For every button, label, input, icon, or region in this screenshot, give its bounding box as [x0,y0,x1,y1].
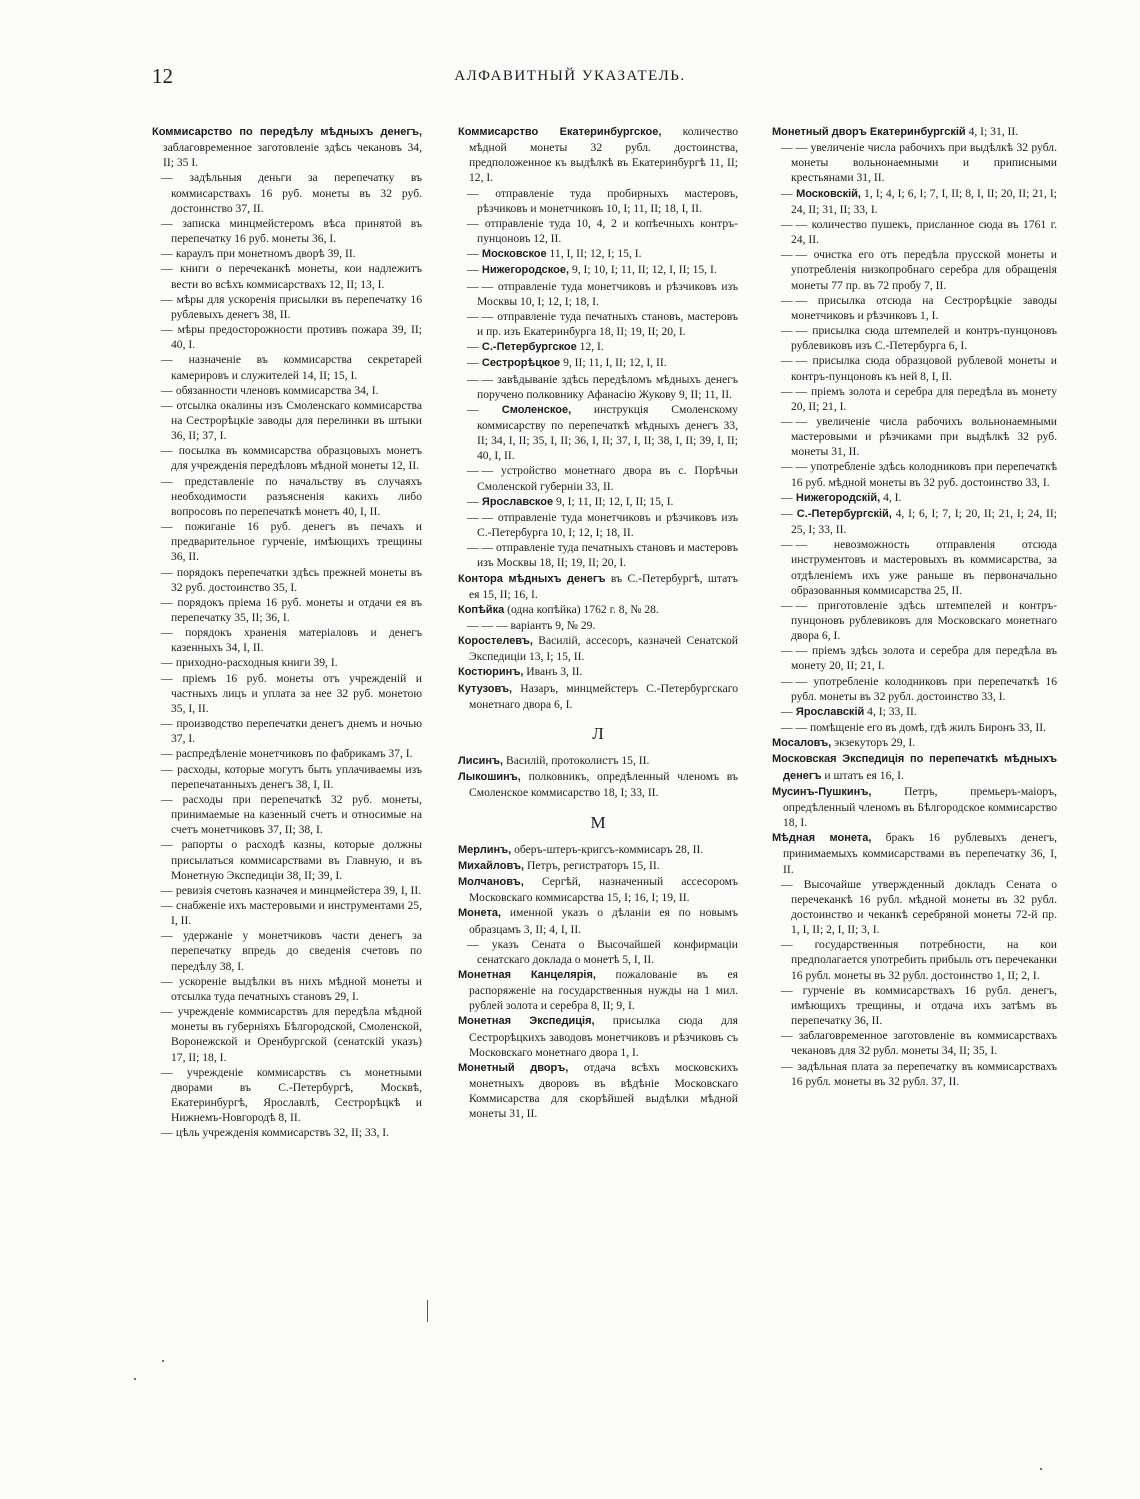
entry-text: оберъ-штеръ-кригсъ-коммисаръ 28, II. [511,842,704,856]
index-subentry [152,398,422,443]
index-subentry [458,618,738,633]
index-column-1 [152,124,422,1140]
entry-headword: Коростелевъ, [458,635,533,648]
index-subentry [772,877,1057,938]
entry-text: количество пушекъ, присланное сюда въ 1761 г. 24, II. [791,217,1058,247]
index-entry [458,602,738,618]
entry-dash: — [161,838,173,852]
index-subentry [458,339,738,355]
entry-headword: Монетный дворъ, [458,1061,569,1074]
entry-headword: С.-Петербургскій, [796,507,892,520]
entry-text: инструкція Смоленскому коммисарству по перепечаткѣ мѣдныхъ денегъ 33, II; 34, I, II; 35, I, II; 36, I, II; 37, I, II; 38, I, II; 39, I, II; 40, I, II. [477,402,738,463]
entry-text: употребленіе здѣсь колодниковъ при перепечаткѣ 16 руб. мѣдной монеты въ 32 руб. достоинство 33, I. [791,460,1058,489]
entry-dash: — [161,656,173,670]
index-subentry [772,1028,1057,1058]
index-subentry [152,383,422,398]
index-subentry [458,216,738,246]
index-entry [772,124,1057,140]
entry-text: присылка сюда для Сестрорѣцкихъ заводовъ монетчиковъ и рѣзчиковъ съ Московскаго монетнаго двора 1, I. [469,1014,738,1059]
entry-text: помѣщеніе его въ домѣ, гдѣ жилъ Биронъ 33, II. [810,721,1046,735]
entry-text: расходы, которые могутъ быть уплачиваемы изъ перепечатанныхъ денегъ 38, I, II. [171,762,422,791]
entry-text: въ С.-Петербургѣ, штатъ ея 15, II; 16, I. [469,571,738,601]
entry-headword: Лыкошинъ, [458,771,521,784]
index-entry [772,830,1057,876]
index-entry [458,905,738,936]
entry-dash: — [467,263,479,277]
entry-dash: — [161,1005,173,1019]
index-entry [458,633,738,664]
entry-dash: — — [781,384,808,398]
entry-text: и штатъ ея 16, I. [821,768,904,782]
entry-text: рапорты о расходѣ казны, которые должны присылаться коммисарствами въ Главную, и въ Монетную Экспедиціи 38, II; 39, I. [171,838,422,882]
index-subentry [458,402,738,464]
index-subentry [772,140,1057,185]
entry-dash: — — [781,460,808,474]
entry-dash: — [781,1029,793,1043]
entry-text: невозможность отправленія отсюда инструментовъ и мастеровыхъ въ коммисарства, за отдѣленіемъ ихъ уже раньше въ первоначально образованныя коммисарства 25, II. [791,538,1057,597]
entry-dash: — — [781,324,808,338]
index-subentry [458,246,738,262]
entry-headword: Копѣйка [458,603,505,616]
entry-dash: — [161,1065,173,1079]
entry-dash: — [161,383,173,397]
entry-text: Сергѣй, назначенный ассесоромъ Московскаго коммисарства 15, I; 16, I; 19, II. [469,875,738,905]
index-subentry [458,510,738,540]
entry-text: увеличеніе числа рабочихъ вольнонаемными мастеровыми и рѣзчиками при выдѣлкѣ 32 руб. монеты 31, II. [791,414,1057,459]
entry-text: 9, II; 11, I, II; 12, I, II. [560,356,667,370]
index-entry [458,124,738,186]
index-subentry [152,883,422,898]
entry-text: назначеніе въ коммисарства секретарей камерировъ и служителей 14, II; 15, I. [171,353,422,382]
entry-dash: — [161,929,173,943]
index-subentry [458,186,738,216]
index-subentry [152,246,422,261]
entry-dash: — — [781,293,808,307]
entry-text: отправленіе туда монетчиковъ и рѣзчиковъ изъ Москвы 10, I; 12, I; 18, I. [477,279,738,308]
index-subentry [458,494,738,510]
entry-text: отправленіе туда 10, 4, 2 и копѣечныхъ контръ-пунцоновъ 12, II. [477,216,738,246]
entry-dash: — — [781,414,808,428]
index-subentry [152,352,422,382]
index-subentry [152,898,422,928]
index-subentry [458,309,738,339]
entry-text: отправленіе туда печатныхъ становъ, мастеровъ и пр. изъ Екатеринбурга 18, II; 19, II; 20, I. [477,309,738,339]
entry-text: 4, I; 31, II. [965,125,1019,138]
index-subentry [458,540,738,570]
entry-headword: Монетная Канцелярія, [458,968,596,981]
entry-text: мѣры для ускоренія присылки въ перепечатку 16 рублевыхъ денегъ 38, II. [171,292,422,321]
entry-headword: Мусинъ-Пушкинъ, [772,785,872,798]
entry-headword: Монетный дворъ Екатеринбургскій [772,126,966,138]
entry-text: 4, I; 6, I; 7, I; 20, II; 21, I; 24, II; 25, I; 33, II. [791,506,1058,537]
index-entry [152,124,422,170]
entry-dash: — [467,340,479,354]
entry-text: завѣдываніе здѣсь передѣломъ мѣдныхъ денегъ поручено полковнику Афанасію Жукову 9, II; 11, II. [477,372,738,401]
index-subentry [772,293,1057,323]
entry-headword: Московскій, [796,187,861,200]
entry-dash: — — [467,464,494,478]
entry-headword: Михайловъ, [458,859,525,872]
entry-headword: Мерлинъ, [458,843,512,856]
entry-text: — варіантъ 9, № 29. [496,619,596,632]
section-letter: М [590,812,606,832]
entry-text: ревизія счетовъ казначея и минцмейстера 39, I, II. [175,883,422,897]
entry-dash: — [467,247,479,261]
entry-dash: — — [781,217,808,231]
index-subentry [772,704,1057,720]
entry-text: порядокъ перепечатки здѣсь прежней монеты въ 32 руб. достоинство 35, I. [171,565,422,594]
index-entry [458,571,738,602]
entry-headword: Ярославскій [795,705,865,718]
entry-dash: — [467,937,479,951]
index-entry [458,1013,738,1059]
index-entry [772,751,1057,783]
index-subentry [152,762,422,792]
entry-dash: — [467,186,479,200]
entry-text: караулъ при монетномъ дворѣ 39, II. [175,247,356,261]
index-column-3 [772,124,1057,1089]
entry-dash: — — [781,598,808,612]
entry-text: пожалованіе въ ея распоряженіе на государственныя нужды на 1 мил. рублей золота и серебра 8, II; 9, I. [469,967,738,1013]
index-subentry [458,372,738,402]
entry-dash: — [161,292,173,306]
entry-dash: — — [467,510,494,524]
entry-text: Иванъ 3, II. [523,665,583,679]
entry-text: порядокъ храненія матеріаловъ и денегъ казенныхъ 34, I, II. [171,626,422,655]
entry-dash: — [161,626,173,640]
entry-dash: — — [467,541,494,555]
entry-text: распредѣленіе монетчиковъ по фабрикамъ 37, I. [175,747,413,761]
entry-dash: — [161,671,173,685]
entry-text: (одна копѣйка) 1762 г. 8, № 28. [504,602,659,616]
index-entry [458,769,738,800]
entry-text: учрежденіе коммисарствъ для передѣла мѣдной монеты въ губерніяхъ Бѣлгородской, Смоленской, Воронежской и Оренбургской (сенатскій указъ) 17, II; 18, I. [171,1005,422,1064]
entry-dash: — [781,938,793,952]
entry-text: 1, I; 4, I; 6, I; 7, I, II; 8, I, II; 20, II; 21, I; 24, II; 31, II; 33, I. [791,186,1057,216]
entry-dash: — — [781,141,808,155]
index-subentry [152,746,422,761]
index-entry [458,681,738,712]
entry-dash: — [161,717,173,731]
entry-text: мѣры предосторожности противъ пожара 39, II; 40, I. [171,323,422,352]
index-entry [458,967,738,1013]
entry-text: 9, I; 10, I; 11, II; 12, I, II; 15, I. [569,263,717,277]
entry-dash: — [161,444,173,458]
index-subentry [152,519,422,564]
index-entry [458,753,738,769]
entry-text: приготовленіе здѣсь штемпелей и контръ-пунцоновъ рублевиковъ для Московскаго монетнаго двора 6, I. [791,598,1057,643]
entry-headword: Монетная Экспедиція, [458,1015,595,1028]
index-entry [458,858,738,874]
entry-text: отправленіе туда пробирныхъ мастеровъ, рѣзчиковъ и монетчиковъ 10, I; 11, II; 18, I, II. [477,186,738,215]
entry-text: употребленіе колодниковъ при перепечаткѣ 16 рубл. монеты въ 32 рубл. достоинство 33, I. [791,674,1058,703]
entry-text: 4, I; 33, II. [864,704,917,718]
index-subentry [772,598,1057,643]
entry-dash: — — [781,721,808,735]
index-subentry [152,261,422,291]
entry-dash: — [161,1126,173,1140]
entry-text: пожиганіе 16 руб. денегъ въ печахъ и предварительное гурченіе, имѣющихъ трещины 36, II. [171,520,422,564]
index-subentry [152,716,422,746]
entry-text: отсылка окалины изъ Смоленскаго коммисарства на Сестрорѣцкіе заводы для перелинки въ штыки 36, II; 37, I. [171,398,422,443]
index-subentry [152,974,422,1004]
entry-headword: Мосаловъ, [772,737,832,750]
entry-text: производство перепечатки денегъ днемъ и ночью 37, I. [171,717,422,746]
column-rule [427,1300,428,1322]
entry-text: порядокъ пріема 16 руб. монеты и отдачи ея въ перепечатку 35, II; 36, I. [171,595,423,624]
entry-text: государственныя потребности, на кои предполагается употребить прибыль отъ перечеканки 16 рубл. монеты въ 32 рубл. достоинство 1, II; 2, I. [791,938,1057,982]
index-subentry [772,720,1057,735]
entry-headword: Лисинъ, [458,755,504,768]
index-subentry [152,1004,422,1065]
entry-dash: — [161,353,173,367]
index-subentry [772,643,1057,673]
entry-text: экзекуторъ 29, I. [831,736,916,750]
entry-headword: Коммисарство по передѣлу мѣдныхъ денегъ, [152,126,422,138]
entry-dash: — [161,323,173,337]
page-number: 12 [152,64,173,88]
entry-dash: — [467,402,479,416]
index-subentry [772,537,1057,598]
index-subentry [772,983,1057,1028]
index-subentry [152,216,422,246]
index-subentry [152,1125,422,1140]
entry-dash: — [161,474,173,488]
entry-text: указъ Сената о Высочайшей конфирмаціи сенатскаго доклада о монетѣ 5, I, II. [477,937,738,966]
index-subentry [152,1065,422,1126]
index-subentry [772,1059,1057,1089]
entry-dash: — [161,520,173,534]
index-subentry [152,474,422,519]
entry-headword: Смоленское, [501,403,572,416]
entry-text: Высочайше утвержденный докладъ Сената о перечеканкѣ 16 рубл. мѣдной монеты въ 32 рубл. достоинство и чеканкѣ серебряной монеты 72-й пр. 1, I, II; 2, I, II; 3, I. [791,877,1058,937]
entry-dash: — — [781,674,808,688]
entry-headword: Кутузовъ, [458,682,513,695]
entry-text: удержаніе у монетчиковъ части денегъ за перепечатку впредь до сведенія счетовъ по передѣлу 38, I. [171,929,422,973]
entry-text: полковникъ, опредѣленный членомъ въ Смоленское коммисарство 18, I; 33, II. [469,770,738,800]
entry-dash: — [161,792,173,806]
index-subentry [152,625,422,655]
entry-text: учрежденіе коммисарствъ съ монетными дворами въ С.-Петербургѣ, Москвѣ, Екатеринбургѣ, Ярославлѣ, Сестрорѣцкѣ и Нижнемъ-Новгородѣ 8, II. [171,1065,422,1125]
entry-headword: Контора мѣдныхъ денегъ [458,572,606,585]
entry-text: очистка его отъ передѣла прусской монеты и употребленія низкопробнаго серебра для обращенія монеты 77 пр. въ 72 пробу 7, II. [791,248,1057,292]
entry-dash: — [781,506,793,520]
entry-headword: Московская Экспедиція по перепечаткѣ мѣдныхъ денегъ [772,753,1057,782]
entry-dash: — — [781,248,808,262]
entry-text: Петръ, премьеръ-маіоръ, опредѣленный членомъ въ Бѣлгородское коммисарство 18, I. [783,784,1057,830]
entry-text: Петръ, регистраторъ 15, II. [524,858,660,872]
entry-headword: Сестрорѣцкое [481,357,561,370]
entry-dash: — — [467,279,494,293]
entry-text: количество мѣдной монеты 32 рубл. достоинства, предположенное къ выдѣлкѣ въ Екатеринбургѣ 11, II; 12, I. [469,125,738,185]
entry-headword: Монета, [458,907,502,920]
index-subentry [772,937,1057,982]
entry-text: 11, I, II; 12, I; 15, I. [546,247,642,261]
entry-dash: — [781,877,793,891]
entry-dash: — [781,983,793,997]
entry-dash: — [161,762,173,776]
entry-headword: Ярославское [481,495,554,508]
index-subentry [772,506,1057,537]
entry-text: обязанности членовъ коммисарства 34, I. [175,383,379,397]
entry-dash: — [467,494,479,508]
index-subentry [772,186,1057,217]
index-subentry [458,262,738,278]
index-subentry [772,384,1057,414]
index-subentry [152,928,422,973]
entry-text: 12, I. [576,340,604,354]
entry-text: присылка сюда образцовой рублевой монеты и контръ-пунцоновъ къ ней 8, I, II. [791,354,1057,383]
index-entry [458,842,738,858]
entry-headword: Молчановъ, [458,876,524,889]
entry-text: именной указъ о дѣланіи ея по новымъ образцамъ 3, II; 4, I, II. [469,906,738,936]
entry-text: снабженіе ихъ мастеровыми и инструментами 25, I, II. [171,898,422,928]
entry-headword: Нижегородское, [481,264,570,277]
entry-text: пріемъ здѣсь золота и серебра для передѣла въ монету 20, II; 21, I. [791,644,1057,673]
entry-headword: Костюринъ, [458,666,524,679]
entry-dash: — [161,216,173,230]
entry-dash: — — [781,538,808,552]
entry-dash: — [467,356,479,370]
scan-speck [162,1360,164,1362]
entry-text: 4, I. [880,490,902,504]
entry-text: пріемъ 16 руб. монеты отъ учрежденій и частныхъ лицъ и уплата за нее 32 руб. монетою 35, I, II. [171,671,422,715]
index-entry [458,874,738,905]
index-subentry [772,459,1057,489]
entry-dash: — [781,490,793,504]
entry-dash: — [467,216,479,230]
entry-text: ускореніе выдѣлки въ нихъ мѣдной монеты и отсылка туда печатныхъ становъ 29, I. [171,974,422,1003]
entry-dash: — [161,595,173,609]
entry-dash: — [161,171,173,185]
entry-text: расходы при перепечаткѣ 32 руб. монеты, принимаемые на казенный счетъ и относимые на счетъ монетчиковъ 37, II; 38, I. [171,792,422,837]
index-column-2 [458,124,738,1122]
entry-text: записка минцмейстеромъ вѣса принятой въ перепечатку 16 руб. монеты 36, I. [171,216,422,246]
entry-dash: — — [781,354,808,368]
index-subentry [772,674,1057,704]
index-subentry [152,792,422,837]
entry-text: увеличеніе числа рабочихъ при выдѣлкѣ 32 рубл. монеты вольнонаемными и приписными крестьянами 31, II. [791,141,1057,185]
entry-headword: Мѣдная монета, [772,832,872,845]
entry-text: Василій, ассесоръ, казначей Сенатской Экспедиціи 13, I; 15, II. [469,634,738,664]
entry-dash: — — [781,644,808,658]
entry-dash: — — [467,309,494,323]
entry-text: заблаговременное заготовленіе здѣсь чекановъ 34, II; 35 I. [163,141,422,170]
index-subentry [458,279,738,309]
entry-text: Василій, протоколистъ 15, II. [503,754,650,768]
entry-text: отдача всѣхъ московскихъ монетныхъ дворовъ въ вѣдѣніе Московскаго Коммисарства для скорѣйшей выдѣлки мѣдной монеты 31, II. [469,1060,739,1121]
index-subentry [152,170,422,215]
entry-dash: — — [467,619,494,632]
entry-text: заблаговременное заготовленіе въ коммисарствахъ чекановъ для 32 рубл. монеты 34, II; 35, I. [791,1029,1057,1058]
entry-text: бракъ 16 рублевыхъ денегъ, принимаемыхъ коммисарствами въ перепечатку 36, I, II. [783,831,1057,876]
entry-dash: — [781,1059,793,1073]
entry-headword: Коммисарство Екатеринбургское, [458,126,662,138]
entry-text: 9, I; 11, II; 12, I, II; 15, I. [553,494,674,508]
index-subentry [772,353,1057,383]
entry-dash: — [781,704,793,718]
entry-headword: Московское [481,248,547,261]
section-letter: Л [592,723,604,743]
index-subentry [152,595,422,625]
entry-text: Назаръ, минцмейстеръ С.-Петербургскаго монетнаго двора 6, I. [469,681,738,711]
index-entry [458,1060,738,1122]
entry-dash: — [161,898,173,912]
entry-text: цѣль учрежденія коммисарствъ 32, II; 33, I. [175,1126,390,1140]
index-subentry [772,490,1057,506]
entry-text: представленіе по начальству въ случаяхъ необходимости разъясненія какихъ либо вопросовъ по перепечаткѣ монетъ 40, I, II. [171,474,422,518]
entry-text: задѣльная плата за перепечатку въ коммисарствахъ 16 рубл. монеты въ 32 рубл. 37, II. [791,1059,1057,1088]
index-subentry [152,565,422,595]
entry-dash: — [781,186,793,200]
index-subentry [458,937,738,967]
entry-text: устройство монетнаго двора въ с. Порѣчьи Смоленской губерніи 33, II. [477,464,738,493]
index-subentry [772,217,1057,247]
index-subentry [152,443,422,473]
index-entry [772,735,1057,751]
index-subentry [772,323,1057,353]
index-entry [458,664,738,680]
entry-text: посылка въ коммисарства образцовыхъ монетъ для учрежденія передѣловъ мѣдной монеты 12, II. [171,444,422,473]
entry-text: отправленіе туда печатныхъ становъ и мастеровъ изъ Москвы 18, II; 19, II; 20, I. [477,541,738,570]
index-subentry [152,322,422,352]
entry-dash: — [161,398,173,412]
index-subentry [152,655,422,670]
entry-text: отправленіе туда монетчиковъ и рѣзчиковъ изъ С.-Петербурга 10, I; 12, I; 18, II. [477,510,738,540]
index-subentry [772,414,1057,459]
index-subentry [152,292,422,322]
index-subentry [772,247,1057,292]
index-entry [772,784,1057,830]
entry-dash: — [161,747,173,761]
index-subentry [458,463,738,493]
entry-dash: — [161,974,173,988]
scan-speck [134,1378,136,1380]
entry-dash: — — [467,372,494,386]
entry-text: присылка сюда штемпелей и контръ-пунцоновъ рублевиковъ изъ С.-Петербурга 6, I. [791,324,1057,353]
entry-headword: С.-Петербургское [481,341,577,354]
index-subentry [152,837,422,882]
entry-text: гурченіе въ коммисарствахъ 16 рубл. денегъ, имѣющихъ трещины, и отдача ихъ затѣмъ въ перепечатку 36, II. [791,983,1057,1028]
entry-dash: — [161,883,173,897]
entry-headword: Нижегородскій, [795,491,881,504]
index-subentry [152,671,422,716]
entry-dash: — [161,565,173,579]
index-subentry [458,355,738,371]
entry-text: книги о перечеканкѣ монеты, кои надлежитъ вести во всѣхъ коммисарствахъ 12, II; 13, I. [171,262,423,291]
entry-text: приходно-расходныя книги 39, I. [175,656,338,670]
scan-speck [1040,1468,1042,1470]
entry-dash: — [161,262,173,276]
entry-text: задѣльныя деньги за перепечатку въ коммисарствахъ 16 руб. монеты въ 32 руб. достоинство 37, II. [171,171,422,215]
entry-text: присылка отсюда на Сестрорѣцкіе заводы монетчиковъ и рѣзчиковъ 1, I. [791,293,1057,322]
entry-dash: — [161,247,173,261]
entry-text: пріемъ золота и серебра для передѣла въ монету 20, II; 21, I. [791,384,1057,413]
running-title: АЛФАВИТНЫЙ УКАЗАТЕЛЬ. [454,68,686,84]
